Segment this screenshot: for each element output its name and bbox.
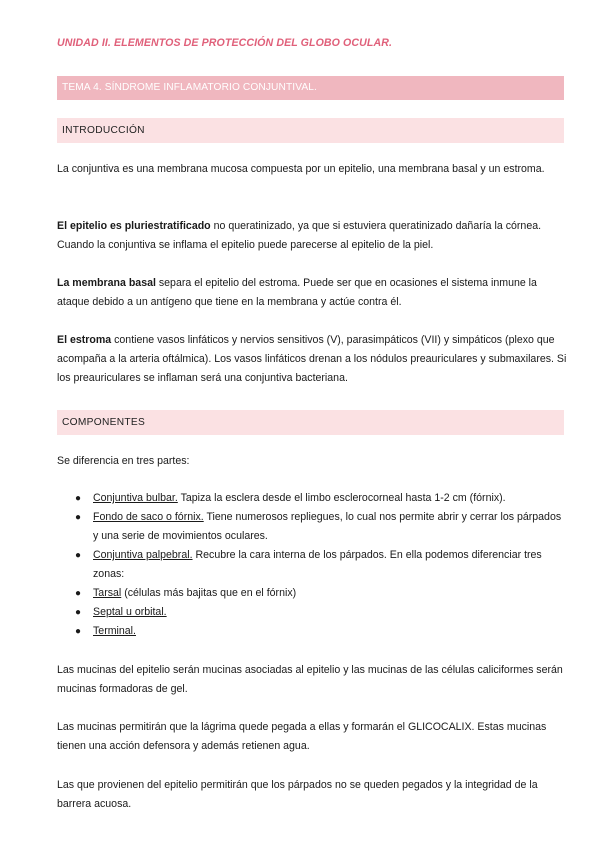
list-item bbox=[75, 603, 565, 622]
list-item-term: Tarsal bbox=[93, 587, 122, 599]
intro-paragraph-membrana-basal bbox=[57, 274, 567, 312]
list-item-text: Tiene numerosos repliegues, lo cual nos permite abrir y cerrar los párpados y una serie de movimientos oculares. bbox=[93, 511, 562, 542]
bullet-icon: ● bbox=[75, 550, 82, 561]
list-item bbox=[75, 489, 565, 508]
list-item-term: Fondo de saco o fórnix. bbox=[93, 511, 204, 523]
components-lead: Se diferencia en tres partes: bbox=[57, 455, 190, 467]
list-item-text: Tapiza la esclera desde el limbo esclerocorneal hasta 1-2 cm (fórnix). bbox=[177, 492, 506, 504]
theme-title: TEMA 4. SÍNDROME INFLAMATORIO CONJUNTIVAL. bbox=[57, 76, 564, 100]
unit-title: UNIDAD II. ELEMENTOS DE PROTECCIÓN DEL GLOBO OCULAR. bbox=[57, 37, 392, 49]
membrana-basal-text: separa el epitelio del estroma. Puede ser que en ocasiones el sistema inmune la ataque debido a un antígeno que tiene en la membrana y actúe contra él. bbox=[57, 277, 537, 308]
list-item bbox=[75, 546, 565, 584]
epitelio-bold-term: El epitelio es pluriestratificado bbox=[57, 220, 211, 232]
intro-paragraph-epitelio bbox=[57, 217, 567, 255]
bullet-icon: ● bbox=[75, 512, 82, 523]
bullet-icon: ● bbox=[75, 588, 82, 599]
estroma-text: contiene vasos linfáticos y nervios sensitivos (V), parasimpáticos (VII) y simpáticos (plexo que acompaña a la arteria oftálmica). Los vasos linfáticos drenan a los nódulos preauriculares y submaxilares. Si los preauriculares se inflaman será una conjuntiva bacteriana. bbox=[57, 334, 567, 384]
membrana-basal-bold-term: La membrana basal bbox=[57, 277, 156, 289]
list-item bbox=[75, 584, 565, 603]
paragraph-mucinas: Las mucinas del epitelio serán mucinas asociadas al epitelio y las mucinas de las células caliciformes serán mucinas formadoras de gel. bbox=[57, 664, 563, 695]
epitelio-text: no queratinizado, ya que si estuviera queratinizado dañaría la córnea. Cuando la conjuntiva se inflama el epitelio puede parecerse al epitelio de la piel. bbox=[57, 220, 542, 251]
bullet-icon: ● bbox=[75, 607, 82, 618]
bullet-icon: ● bbox=[75, 626, 82, 637]
list-item-term: Conjuntiva bulbar. bbox=[93, 492, 178, 504]
list-item-term: Conjuntiva palpebral. bbox=[93, 549, 193, 561]
components-list bbox=[75, 489, 565, 641]
paragraph-glicocalix: Las mucinas permitirán que la lágrima quede pegada a ellas y formarán el GLICOCALIX. Estas mucinas tienen una acción defensora y además retienen agua. bbox=[57, 721, 547, 752]
list-item bbox=[75, 622, 565, 641]
intro-paragraph-1: La conjuntiva es una membrana mucosa compuesta por un epitelio, una membrana basal y un estroma. bbox=[57, 163, 545, 175]
section-heading-componentes: COMPONENTES bbox=[57, 410, 564, 435]
list-item bbox=[75, 508, 565, 546]
list-item-term: Terminal. bbox=[93, 625, 136, 637]
intro-paragraph-estroma bbox=[57, 331, 567, 388]
section-heading-introduccion: INTRODUCCIÓN bbox=[57, 118, 564, 143]
list-item-term: Septal u orbital. bbox=[93, 606, 167, 618]
estroma-bold-term: El estroma bbox=[57, 334, 112, 346]
list-item-text: Recubre la cara interna de los párpados. En ella podemos diferenciar tres zonas: bbox=[93, 549, 542, 580]
paragraph-barrera: Las que provienen del epitelio permitirán que los párpados no se queden pegados y la integridad de la barrera acuosa. bbox=[57, 779, 538, 810]
list-item-text: (células más bajitas que en el fórnix) bbox=[121, 587, 297, 599]
bullet-icon: ● bbox=[75, 493, 82, 504]
